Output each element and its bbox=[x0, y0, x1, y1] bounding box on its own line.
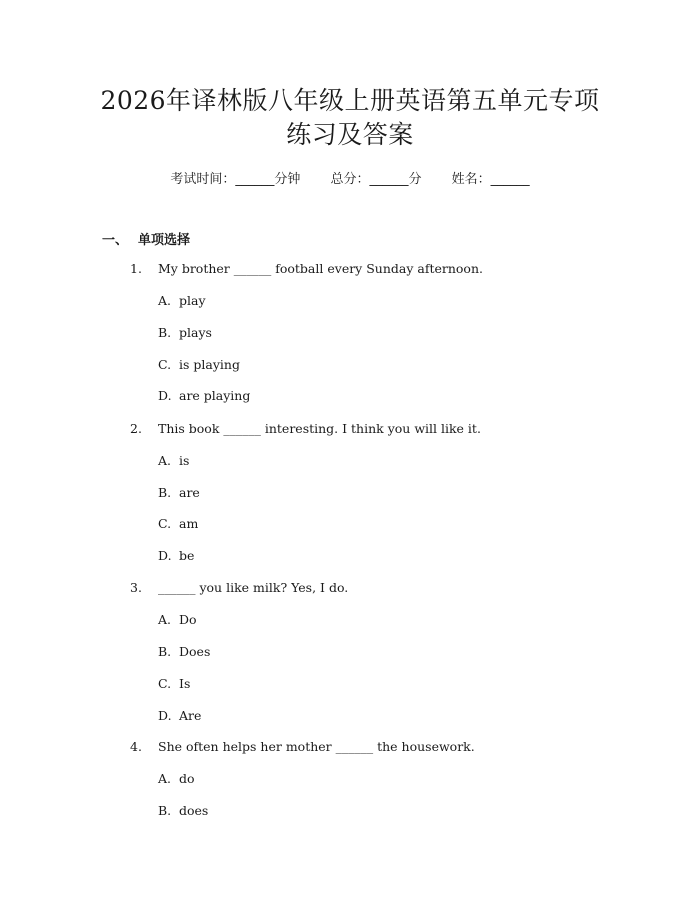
question-text: She often helps her mother ______ the housework. bbox=[158, 739, 475, 754]
section-label: 单项选择 bbox=[138, 233, 191, 248]
question-1-option-d bbox=[158, 388, 250, 403]
option-letter: D. bbox=[158, 708, 172, 723]
question-1-option-c bbox=[158, 357, 240, 372]
option-text: is bbox=[179, 453, 190, 468]
option-letter: A. bbox=[158, 453, 172, 468]
question-1-option-b bbox=[158, 325, 212, 340]
document-title-line-1: 2026年译林版八年级上册英语第五单元专项 bbox=[100, 86, 600, 115]
option-letter: B. bbox=[158, 803, 172, 818]
option-text: is playing bbox=[179, 357, 240, 372]
option-text: play bbox=[179, 293, 206, 308]
question-text: This book ______ interesting. I think you will like it. bbox=[158, 421, 481, 436]
question-2-option-c bbox=[158, 516, 198, 531]
question-2 bbox=[130, 421, 481, 436]
option-text: are playing bbox=[179, 388, 251, 403]
option-letter: B. bbox=[158, 485, 172, 500]
exam-time-field: 考试时间：______分钟 bbox=[170, 172, 301, 187]
question-2-option-b bbox=[158, 485, 200, 500]
option-text: Is bbox=[179, 676, 191, 691]
question-3-option-c bbox=[158, 676, 190, 691]
option-text: plays bbox=[179, 325, 212, 340]
question-number: 4. bbox=[130, 739, 142, 754]
option-letter: C. bbox=[158, 676, 172, 691]
option-letter: A. bbox=[158, 771, 172, 786]
question-4-option-a bbox=[158, 771, 195, 786]
option-text: be bbox=[179, 548, 195, 563]
question-1-option-a bbox=[158, 293, 206, 308]
option-text: Does bbox=[179, 644, 211, 659]
section-number: 一、 bbox=[102, 233, 129, 248]
section-heading bbox=[102, 229, 190, 248]
option-text: are bbox=[179, 485, 200, 500]
question-number: 3. bbox=[130, 580, 142, 595]
question-2-option-d bbox=[158, 548, 194, 563]
option-letter: C. bbox=[158, 357, 172, 372]
question-3-option-a bbox=[158, 612, 197, 627]
question-number: 1. bbox=[130, 261, 142, 276]
question-2-option-a bbox=[158, 453, 189, 468]
exam-meta bbox=[0, 168, 700, 187]
option-text: do bbox=[179, 771, 195, 786]
question-3 bbox=[130, 580, 348, 595]
option-letter: B. bbox=[158, 325, 172, 340]
option-text: does bbox=[179, 803, 209, 818]
option-letter: B. bbox=[158, 644, 172, 659]
option-text: Are bbox=[179, 708, 202, 723]
option-letter: D. bbox=[158, 388, 172, 403]
question-1 bbox=[130, 261, 483, 276]
option-letter: A. bbox=[158, 612, 172, 627]
question-number: 2. bbox=[130, 421, 142, 436]
question-3-option-b bbox=[158, 644, 210, 659]
total-score-field: 总分：______分 bbox=[330, 172, 422, 187]
document-title-line-2: 练习及答案 bbox=[286, 120, 414, 149]
option-letter: D. bbox=[158, 548, 172, 563]
option-text: Do bbox=[179, 612, 197, 627]
question-text: ______ you like milk? Yes, I do. bbox=[158, 580, 349, 595]
student-name-field: 姓名：______ bbox=[451, 172, 530, 187]
question-4-option-b bbox=[158, 803, 208, 818]
option-letter: A. bbox=[158, 293, 172, 308]
question-4 bbox=[130, 739, 475, 754]
question-text: My brother ______ football every Sunday afternoon. bbox=[158, 261, 483, 276]
question-3-option-d bbox=[158, 708, 201, 723]
option-text: am bbox=[179, 516, 199, 531]
option-letter: C. bbox=[158, 516, 172, 531]
